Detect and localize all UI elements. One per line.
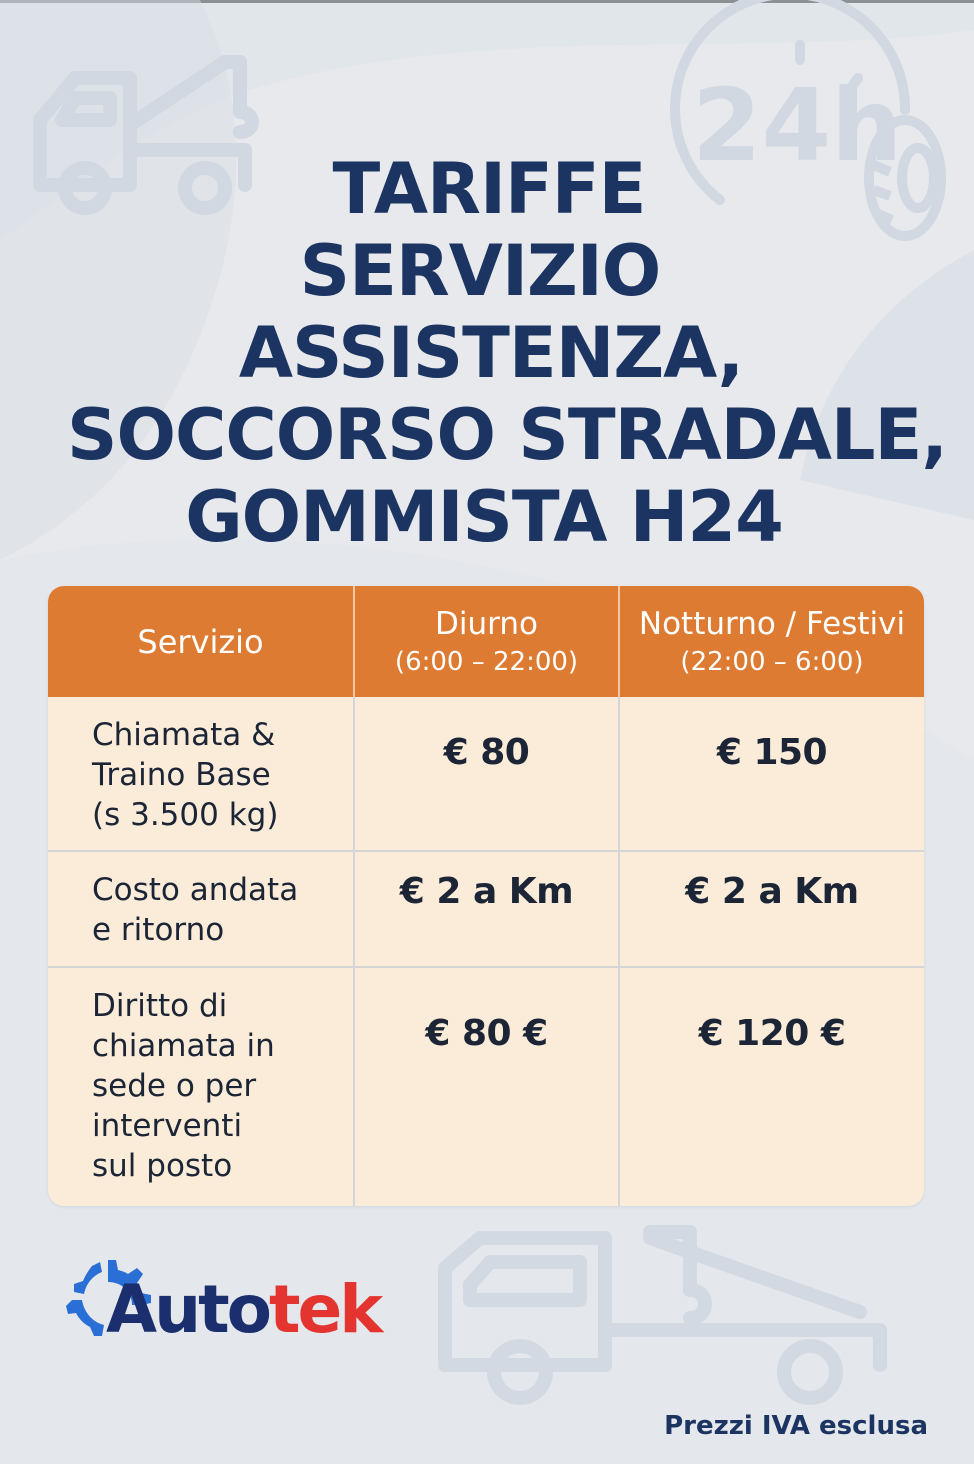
header-service [48, 586, 354, 697]
service-cell: Chiamata & Traino Base (s 3.500 kg) [48, 697, 354, 851]
header-night [619, 586, 924, 697]
header-label: Notturno / Festivi [638, 605, 906, 642]
night-price-cell: € 150 [716, 732, 828, 773]
day-price-cell: € 80 [354, 697, 619, 851]
logo-text-tek: tek [268, 1271, 381, 1348]
page-title [0, 148, 974, 558]
logo-wordmark [106, 1270, 380, 1350]
header-day [354, 586, 619, 697]
title-line: SERVIZIO [299, 230, 661, 312]
header-hours: (6:00 – 22:00) [394, 646, 579, 677]
vat-note: Prezzi IVA esclusa [664, 1411, 928, 1441]
night-price-cell: € 2 a Km [619, 851, 924, 967]
title-line: ASSISTENZA, [238, 312, 744, 394]
service-cell: Diritto di chiamata in sede o per interventi sul posto [48, 967, 354, 1206]
price-table [48, 586, 924, 1206]
table-row [48, 851, 924, 967]
night-price-cell: € 120 € [619, 967, 924, 1206]
title-line: GOMMISTA H24 [185, 476, 783, 558]
table-header-row [48, 586, 924, 697]
title-line: SOCCORSO STRADALE, [67, 394, 947, 476]
header-label: Diurno [435, 605, 538, 642]
table-row [48, 967, 924, 1206]
autotek-logo [62, 1250, 392, 1350]
header-hours: (22:00 – 6:00) [680, 646, 864, 677]
logo-text-auto: Auto [106, 1271, 269, 1348]
table-row [48, 697, 924, 851]
day-price-cell: € 80 € [354, 967, 619, 1206]
day-price-cell: € 2 a Km [354, 851, 619, 967]
svg-text:24h: 24h [692, 67, 903, 184]
title-line: TARIFFE [332, 148, 646, 230]
service-cell: Costo andata e ritorno [48, 851, 354, 967]
header-label: Servizio [137, 622, 264, 661]
